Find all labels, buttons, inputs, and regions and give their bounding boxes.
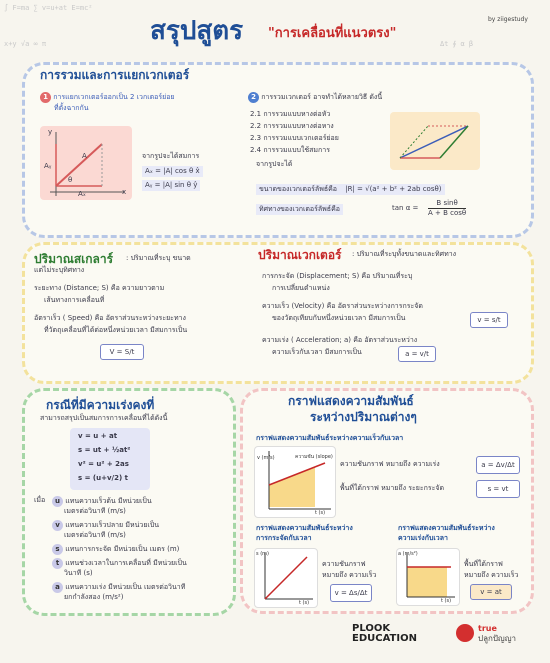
graph3-text2: หมายถึง ความเร็ว	[464, 571, 519, 579]
vector-qty-title: ปริมาณเวกเตอร์	[258, 248, 342, 262]
vector-decomposition-diagram	[40, 126, 132, 200]
item2-row	[248, 92, 382, 103]
vector-section-title: การรวมและการแยกเวกเตอร์	[40, 68, 190, 82]
graph2-xlabel: t (s)	[299, 600, 310, 606]
graph3-text1: พื้นที่ใต้กราฟ	[464, 560, 503, 568]
graph1-formula1: a = Δv/Δt	[476, 456, 520, 474]
page-subtitle: "การเคลื่อนที่แนวตรง"	[268, 26, 397, 41]
diagram-Ax-label: Aₓ	[78, 190, 86, 198]
graph2-text2: หมายถึง ความเร็ว	[322, 571, 377, 579]
def-s-symbol: s	[52, 544, 63, 555]
graph2-title-line2: การกระจัดกับเวลา	[256, 534, 312, 542]
velocity-line1: ความเร็ว (Velocity) คือ อัตราส่วนระหว่างการกระจัด	[262, 302, 423, 310]
background-doodle: ∫ F=ma ∑ v=u+at E=mc²	[4, 4, 93, 12]
def-t-line2: วินาที (s)	[64, 569, 93, 577]
diagram-x-label: x	[122, 188, 127, 196]
graph3-formula: v = at	[470, 584, 512, 600]
scalar-desc2: แต่ไม่ระบุทิศทาง	[34, 266, 85, 274]
graph1-ylabel: v (m/s)	[257, 455, 275, 461]
def-u-line1: แทนความเร็วต้น มีหน่วยเป็น	[65, 497, 152, 505]
direction-numerator: B sinθ	[428, 199, 466, 209]
graph2-svg	[255, 549, 317, 607]
speed-formula: V = S/t	[100, 344, 144, 360]
direction-tan: tan α =	[392, 204, 419, 212]
method-2: 2.2 การรวมแบบหางต่อหาง	[250, 122, 334, 130]
def-t-symbol: t	[52, 558, 63, 569]
equation-2: s = ut + ½at²	[78, 446, 131, 454]
background-doodle: x+y √a ∞ π	[4, 40, 47, 48]
graph3-ylabel: a (m/s²)	[398, 551, 418, 557]
speed-line2: ที่วัตถุเคลื่อนที่ได้ต่อหนึ่งหน่วยเวลา มีสมการเป็น	[44, 326, 188, 334]
velocity-formula: v = s/t	[470, 312, 508, 328]
def-a-line1: แทนความเร่ง มีหน่วยเป็น เมตรต่อวินาที	[65, 583, 186, 591]
item2-text: การรวมเวกเตอร์ อาจทำได้หลายวิธี ดังนี้	[261, 93, 383, 101]
scalar-title: ปริมาณสเกลาร์	[34, 252, 114, 266]
equation-1: v = u + at	[78, 432, 118, 440]
diagram-Ay-label: Aᵧ	[44, 162, 52, 170]
graph1-title: กราฟแสดงความสัมพันธ์ระหว่างความเร็วกับเวลา	[256, 434, 404, 442]
def-a	[52, 582, 185, 593]
def-u	[52, 496, 152, 507]
def-t	[52, 558, 187, 569]
def-v-line1: แทนความเร็วปลาย มีหน่วยเป็น	[65, 521, 160, 529]
def-s	[52, 544, 179, 555]
eq-ax: Aₓ = |A| cos θ x̂	[142, 166, 203, 177]
when-label: เมื่อ	[34, 496, 46, 504]
graph1-velocity-time	[254, 446, 336, 518]
true-logo	[478, 624, 516, 644]
distance-line2: เส้นทางการเคลื่อนที่	[44, 296, 105, 304]
acceleration-line2: ความเร็วกับเวลา มีสมการเป็น	[272, 348, 362, 356]
def-t-line1: แทนช่วงเวลาในการเคลื่อนที่ มีหน่วยเป็น	[65, 559, 187, 567]
graph2-title-line1: กราฟแสดงความสัมพันธ์ระหว่าง	[256, 524, 353, 532]
graphs-title-line2: ระหว่างปริมาณต่างๆ	[310, 410, 417, 424]
acceleration-formula: a = v/t	[398, 346, 436, 362]
def-a-symbol: a	[52, 582, 63, 593]
item1-text-line2: ที่ตั้งฉากกัน	[54, 104, 89, 112]
page-title: สรุปสูตร	[150, 16, 244, 46]
diagram-A-label: A	[82, 152, 87, 160]
graph2-formula: v = Δs/Δt	[330, 584, 372, 602]
graph2-displacement-time	[254, 548, 318, 608]
direction-label: ทิศทางของเวกเตอร์ลัพธ์คือ	[259, 205, 340, 213]
graph2-ylabel: s (m)	[256, 551, 269, 557]
displacement-line2: การเปลี่ยนตำแหน่ง	[272, 284, 330, 292]
background-doodle: Δt ∮ α β	[440, 40, 474, 48]
graph3-xlabel: t (s)	[441, 598, 452, 604]
logo2-line1: true	[478, 624, 497, 633]
magnitude-formula: |R| = √(a² + b² + 2ab cosθ)	[345, 185, 442, 193]
decomposition-svg	[40, 126, 132, 200]
method-3: 2.3 การรวมแบบเวกเตอร์ย่อย	[250, 134, 339, 142]
vector-qty-desc: : ปริมาณที่ระบุทั้งขนาดและทิศทาง	[352, 250, 457, 258]
magnitude-row	[256, 184, 445, 195]
magnitude-label: ขนาดของเวกเตอร์ลัพธ์คือ	[259, 185, 337, 193]
def-u-line2: เมตรต่อวินาที (m/s)	[64, 507, 126, 515]
def-u-symbol: u	[52, 496, 63, 507]
equations-label: จากรูปจะได้สมการ	[142, 152, 200, 160]
def-v-symbol: v	[52, 520, 63, 531]
method-1: 2.1 การรวมแบบหางต่อหัว	[250, 110, 331, 118]
graph1-formula2: s = vt	[476, 480, 520, 498]
item1-text: การแยกเวกเตอร์ออกเป็น 2 เวกเตอร์ย่อย	[53, 93, 175, 101]
from-figure-text: จากรูปจะได้	[256, 160, 293, 168]
scalar-desc1: : ปริมาณที่ระบุ ขนาด	[126, 254, 191, 262]
def-s-line1: แทนการกระจัด มีหน่วยเป็น เมตร (m)	[65, 545, 180, 553]
diagram-y-label: y	[48, 128, 53, 136]
direction-row	[256, 204, 343, 215]
constant-acc-title: กรณีที่มีความเร่งคงที่	[46, 398, 155, 412]
graph3-acceleration-time	[396, 548, 460, 606]
direction-denominator: A + B cosθ	[428, 209, 467, 217]
equation-3: v² = u² + 2as	[78, 460, 129, 468]
method-4: 2.4 การรวมแบบใช้สมการ	[250, 146, 330, 154]
eq-ay: Aᵧ = |A| sin θ ŷ	[142, 180, 200, 191]
item1-row	[40, 92, 175, 103]
displacement-line1: การกระจัด (Displacement; S) คือ ปริมาณที่ระบุ	[262, 272, 413, 280]
def-a-line2: ยกกำลังสอง (m/s²)	[64, 593, 124, 601]
graph1-slope-label: ความชัน (slope)	[295, 454, 333, 460]
vector-addition-diagram	[390, 112, 480, 170]
item1-number: 1	[40, 92, 51, 103]
graph3-title-line1: กราฟแสดงความสัมพันธ์ระหว่าง	[398, 524, 495, 532]
addition-svg	[390, 112, 480, 170]
credit-text: by ziigestudy	[488, 16, 528, 23]
direction-fraction	[428, 199, 466, 218]
plook-education-logo	[352, 624, 417, 644]
graph3-svg	[397, 549, 459, 605]
graph2-text1: ความชันกราฟ	[322, 560, 366, 568]
logo1-line2: EDUCATION	[352, 633, 417, 644]
logo2-line2: ปลูกปัญญา	[478, 634, 517, 643]
constant-acc-intro: สามารถสรุปเป็นสมการการเคลื่อนที่ได้ดังนี้	[40, 414, 168, 422]
item2-number: 2	[248, 92, 259, 103]
true-logo-icon	[456, 624, 474, 642]
graph1-text1: ความชันกราฟ หมายถึง ความเร่ง	[340, 460, 440, 468]
equation-4: s = (u+v/2) t	[78, 474, 128, 482]
def-v-line2: เมตรต่อวินาที (m/s)	[64, 531, 126, 539]
graph1-text2: พื้นที่ใต้กราฟ หมายถึง ระยะกระจัด	[340, 484, 445, 492]
graphs-title-line1: กราฟแสดงความสัมพันธ์	[288, 394, 414, 408]
graph1-xlabel: t (s)	[315, 510, 326, 516]
distance-line1: ระยะทาง (Distance; S) คือ ความยาวตาม	[34, 284, 165, 292]
velocity-line2: ของวัตถุเทียบกับหนึ่งหน่วยเวลา มีสมการเป็น	[272, 314, 406, 322]
speed-line1: อัตราเร็ว ( Speed) คือ อัตราส่วนระหว่างระยะทาง	[34, 314, 186, 322]
graph3-title-line2: ความเร่งกับเวลา	[398, 534, 448, 542]
logo1-line1: PLOOK	[352, 623, 391, 634]
acceleration-line1: ความเร่ง ( Acceleration; a) คือ อัตราส่วนระหว่าง	[262, 336, 418, 344]
diagram-theta-label: θ	[68, 176, 73, 184]
def-v	[52, 520, 159, 531]
